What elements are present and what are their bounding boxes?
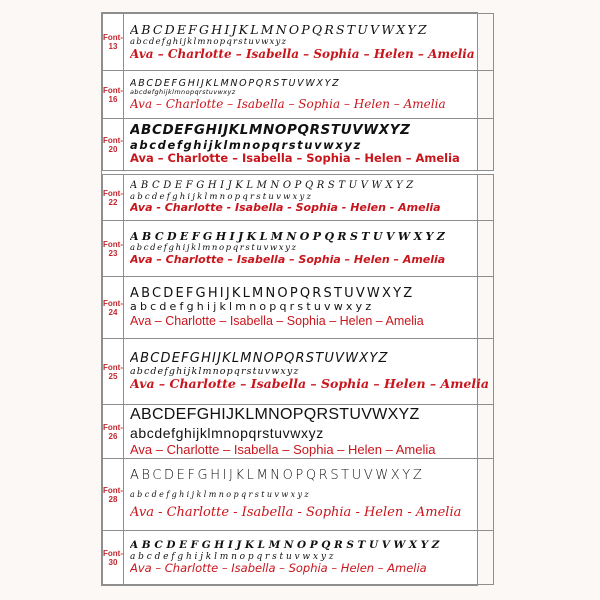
font-row-13 bbox=[103, 14, 494, 71]
uppercase-sample: ABCDEFGHIJKLMNOPQRSTUVWXYZ bbox=[130, 180, 417, 192]
font-label: Font-13 bbox=[103, 14, 124, 71]
lowercase-sample: abcdefghijklmnopqrstuvwxyz bbox=[130, 489, 312, 499]
font-row-20 bbox=[103, 119, 494, 171]
uppercase-sample: ABCDEFGHIJKLMNOPQRSTUVWXYZ bbox=[130, 122, 411, 138]
font-sample bbox=[124, 71, 494, 119]
font-label: Font-25 bbox=[103, 339, 124, 405]
uppercase-sample: ABCDEFGHIJKLMNOPQRSTUVWXYZ bbox=[130, 77, 341, 89]
font-row-26 bbox=[103, 405, 494, 459]
font-sample bbox=[124, 339, 494, 405]
font-row-22 bbox=[103, 175, 494, 221]
font-label: Font-22 bbox=[103, 175, 124, 221]
font-label: Font-26 bbox=[103, 405, 124, 459]
font-row-25 bbox=[103, 339, 494, 405]
font-row-30 bbox=[103, 531, 494, 585]
font-sample bbox=[124, 405, 494, 459]
lowercase-sample: abcdefghijklmnopqrstuvwxyz bbox=[130, 243, 298, 254]
font-sample bbox=[124, 175, 494, 221]
names-sample: Ava – Charlotte – Isabella – Sophia – Helen – Amelia bbox=[130, 96, 446, 111]
names-sample: Ava – Charlotte – Isabella – Sophia – Helen – Amelia bbox=[130, 377, 489, 392]
font-label: Font-20 bbox=[103, 119, 124, 171]
font-sample bbox=[124, 221, 494, 277]
lowercase-sample: abcdefghijklmnopqrstuvwxyz bbox=[130, 37, 288, 48]
uppercase-sample: ABCDEFGHIJKLMNOPQRSTUVWXYZ bbox=[130, 285, 415, 301]
uppercase-sample: ABCDEFGHIJKLMNOPQRSTUVWXYZ bbox=[130, 22, 429, 37]
uppercase-sample: ABCDEFGHIJKLMNOPQRSTUVWXYZ bbox=[130, 539, 443, 552]
uppercase-sample: ABCDEFGHIJKLMNOPQRSTUVWXYZ bbox=[130, 406, 420, 424]
font-sample bbox=[124, 119, 494, 171]
uppercase-sample: ABCDEFGHIJKLMNOPQRSTUVWXYZ bbox=[130, 350, 389, 366]
lowercase-sample: abcdefghijklmnopqrstuvwxyz bbox=[130, 191, 314, 202]
names-sample: Ava – Charlotte – Isabella – Sophia – Helen – Amelia bbox=[130, 253, 446, 266]
uppercase-sample: ABCDEFGHIJKLMNOPQRSTUVWXYZ bbox=[130, 468, 425, 484]
names-sample: Ava – Charlotte – Isabella – Sophia – Helen – Amelia bbox=[130, 152, 460, 166]
lowercase-sample: abcdefghijklmnopqrstuvwxyz bbox=[130, 301, 375, 314]
names-sample: Ava – Charlotte – Isabella – Sophia – Helen – Amelia bbox=[130, 47, 475, 62]
font-sample bbox=[124, 277, 494, 339]
lowercase-sample: abcdefghijklmnopqrstuvwxyz bbox=[130, 89, 236, 97]
names-sample: Ava – Charlotte – Isabella – Sophia – Helen – Amelia bbox=[130, 441, 436, 457]
font-row-16 bbox=[103, 71, 494, 119]
font-sample bbox=[124, 531, 494, 585]
font-label: Font-28 bbox=[103, 459, 124, 531]
font-table bbox=[102, 13, 494, 585]
names-sample: Ava - Charlotte - Isabella - Sophia - Helen - Amelia bbox=[130, 505, 462, 521]
lowercase-sample: abcdefghijklmnopqrstuvwxyz bbox=[130, 551, 337, 562]
names-sample: Ava – Charlotte – Isabella – Sophia – Helen – Amelia bbox=[130, 562, 427, 576]
lowercase-sample: abcdefghijklmnopqrstuvwxyz bbox=[130, 366, 300, 378]
font-row-24 bbox=[103, 277, 494, 339]
font-sample bbox=[124, 14, 494, 71]
font-row-28 bbox=[103, 459, 494, 531]
font-label: Font-16 bbox=[103, 71, 124, 119]
font-label: Font-24 bbox=[103, 277, 124, 339]
names-sample: Ava – Charlotte – Isabella – Sophia – Helen – Amelia bbox=[130, 314, 424, 329]
lowercase-sample: abcdefghijklmnopqrstuvwxyz bbox=[130, 138, 362, 152]
lowercase-sample: abcdefghijklmnopqrstuvwxyz bbox=[130, 425, 324, 442]
names-sample: Ava - Charlotte - Isabella - Sophia - Helen - Amelia bbox=[130, 201, 441, 214]
font-sample bbox=[124, 459, 494, 531]
uppercase-sample: ABCDEFGHIJKLMNOPQRSTUVWXYZ bbox=[130, 230, 449, 243]
font-chart bbox=[101, 12, 489, 586]
font-row-23 bbox=[103, 221, 494, 277]
font-label: Font-23 bbox=[103, 221, 124, 277]
font-label: Font- 30 bbox=[103, 531, 124, 585]
